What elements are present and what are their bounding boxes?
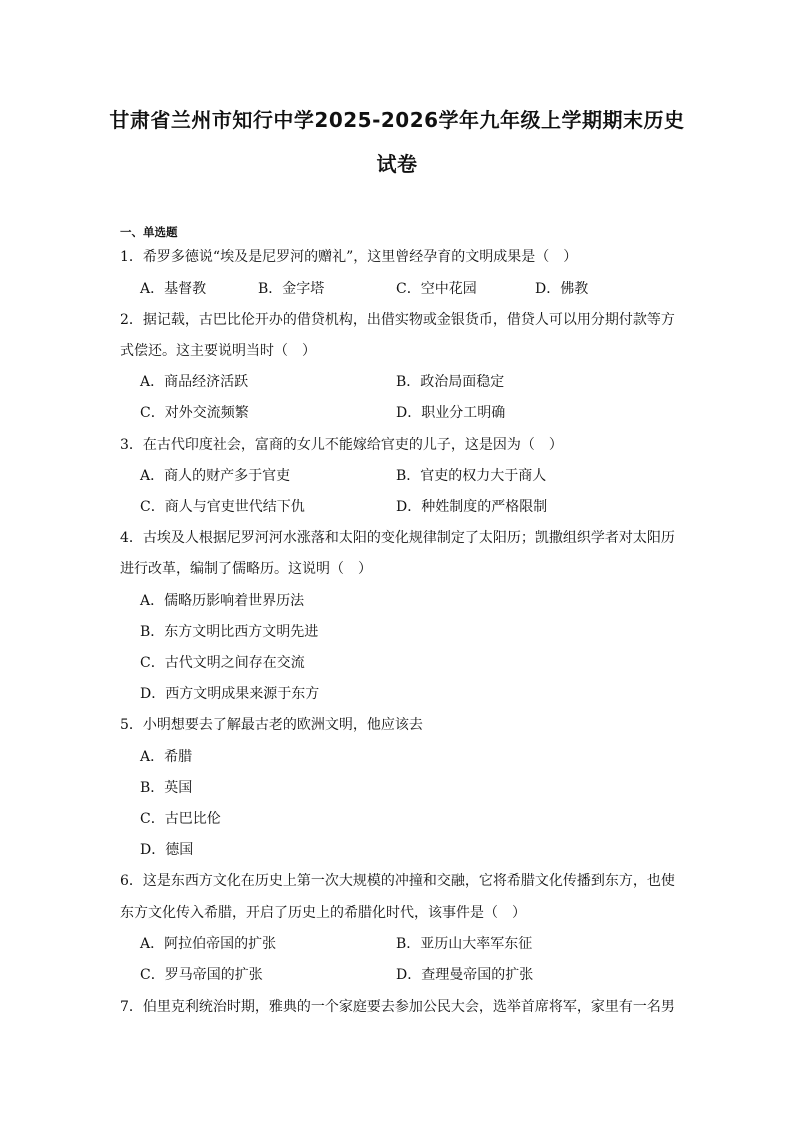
question-2-option-b: B．政治局面稳定 — [396, 374, 505, 390]
question-1-option-c: C．空中花园 — [396, 281, 477, 297]
question-1-option-d: D．佛教 — [535, 281, 589, 297]
section-heading: 一、单选题 — [120, 225, 178, 239]
question-5-option-d: D．德国 — [140, 842, 194, 858]
question-6-option-b: B．亚历山大率军东征 — [396, 936, 533, 952]
question-6-option-a: A．阿拉伯帝国的扩张 — [140, 936, 277, 952]
question-2-option-d: D．职业分工明确 — [396, 405, 506, 421]
question-3-option-a: A．商人的财产多于官吏 — [140, 468, 291, 484]
question-2-option-a: A．商品经济活跃 — [140, 374, 249, 390]
question-4-text-line-1: 4．古埃及人根据尼罗河河水涨落和太阳的变化规律制定了太阳历；凯撒组织学者对太阳历 — [120, 530, 675, 546]
question-6-text-line-2: 东方文化传入希腊，开启了历史上的希腊化时代，该事件是（ ） — [120, 905, 526, 921]
question-4-option-a: A．儒略历影响着世界历法 — [140, 593, 305, 609]
question-6-option-c: C．罗马帝国的扩张 — [140, 967, 263, 983]
exam-title-line-1: 甘肃省兰州市知行中学2025-2026学年九年级上学期期末历史 — [109, 108, 685, 132]
question-5-text: 5．小明想要去了解最古老的欧洲文明，他应该去 — [120, 717, 423, 733]
question-2-option-c: C．对外交流频繁 — [140, 405, 249, 421]
question-5-option-a: A．希腊 — [140, 749, 193, 765]
question-6-option-d: D．查理曼帝国的扩张 — [396, 967, 534, 983]
question-5-option-b: B．英国 — [140, 780, 193, 796]
question-5-option-c: C．古巴比伦 — [140, 811, 221, 827]
question-6-text-line-1: 6．这是东西方文化在历史上第一次大规模的冲撞和交融，它将希腊文化传播到东方，也使 — [120, 873, 675, 889]
question-3-text: 3．在古代印度社会，富商的女儿不能嫁给官吏的儿子，这是因为（ ） — [120, 437, 563, 453]
question-1-text: 1．希罗多德说“埃及是尼罗河的赠礼”，这里曾经孕育的文明成果是（ ） — [120, 249, 578, 265]
question-7-text: 7．伯里克利统治时期，雅典的一个家庭要去参加公民大会，选举首席将军，家里有一名男 — [120, 999, 675, 1015]
question-1-option-a: A．基督教 — [140, 281, 207, 297]
question-4-option-c: C．古代文明之间存在交流 — [140, 655, 305, 671]
question-2-text-line-1: 2．据记载，古巴比伦开办的借贷机构，出借实物或金银货币，借贷人可以用分期付款等方 — [120, 312, 675, 328]
question-2-text-line-2: 式偿还。这主要说明当时（ ） — [120, 343, 316, 359]
question-4-option-d: D．西方文明成果来源于东方 — [140, 686, 320, 702]
question-1-option-b: B．金字塔 — [258, 281, 325, 297]
question-3-option-b: B．官吏的权力大于商人 — [396, 468, 547, 484]
question-3-option-d: D．种姓制度的严格限制 — [396, 499, 548, 515]
question-3-option-c: C．商人与官吏世代结下仇 — [140, 499, 305, 515]
question-4-option-b: B．东方文明比西方文明先进 — [140, 624, 319, 640]
question-4-text-line-2: 进行改革，编制了儒略历。这说明（ ） — [120, 561, 372, 577]
exam-title-line-2: 试卷 — [376, 152, 418, 176]
